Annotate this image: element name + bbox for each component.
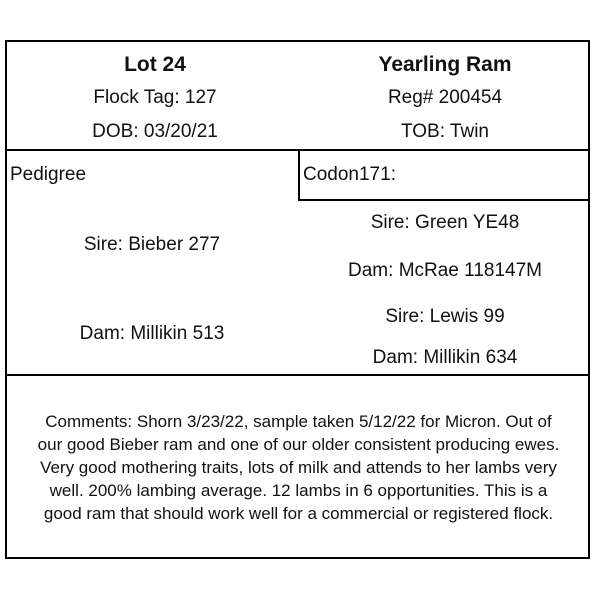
- registration-number: Reg# 200454: [387, 87, 503, 108]
- maternal-granddam: Dam: Millikin 634: [372, 347, 518, 368]
- sire-name: Sire: Bieber 277: [83, 234, 221, 255]
- paternal-granddam: Dam: McRae 118147M: [348, 260, 542, 281]
- dam-name: Dam: Millikin 513: [79, 323, 225, 344]
- type-of-birth: TOB: Twin: [401, 121, 489, 142]
- pedigree-label: Pedigree: [10, 164, 87, 185]
- lot-card: [5, 40, 590, 559]
- flock-tag: Flock Tag: 127: [93, 87, 217, 108]
- comments-line: Very good mothering traits, lots of milk and attends to her lambs very: [40, 458, 557, 477]
- codon-box-bottom-border: [298, 199, 588, 201]
- codon-box-left-border: [298, 149, 300, 201]
- lot-number: Lot 24: [124, 53, 186, 76]
- comments-block: [17, 410, 580, 525]
- comments-line: well. 200% lambing average. 12 lambs in 6 opportunities. This is a: [49, 481, 548, 500]
- comments-line: Comments: Shorn 3/23/22, sample taken 5/12/22 for Micron. Out of: [45, 412, 552, 431]
- comments-line: good ram that should work well for a commercial or registered flock.: [43, 504, 554, 523]
- comments-divider: [7, 374, 588, 376]
- paternal-grandsire: Sire: Green YE48: [370, 212, 520, 233]
- date-of-birth: DOB: 03/20/21: [92, 121, 218, 142]
- maternal-grandsire: Sire: Lewis 99: [385, 306, 505, 327]
- comments-line: our good Bieber ram and one of our older consistent producing ewes.: [37, 435, 560, 454]
- animal-type-title: Yearling Ram: [378, 53, 512, 76]
- codon-label: Codon171:: [303, 164, 396, 185]
